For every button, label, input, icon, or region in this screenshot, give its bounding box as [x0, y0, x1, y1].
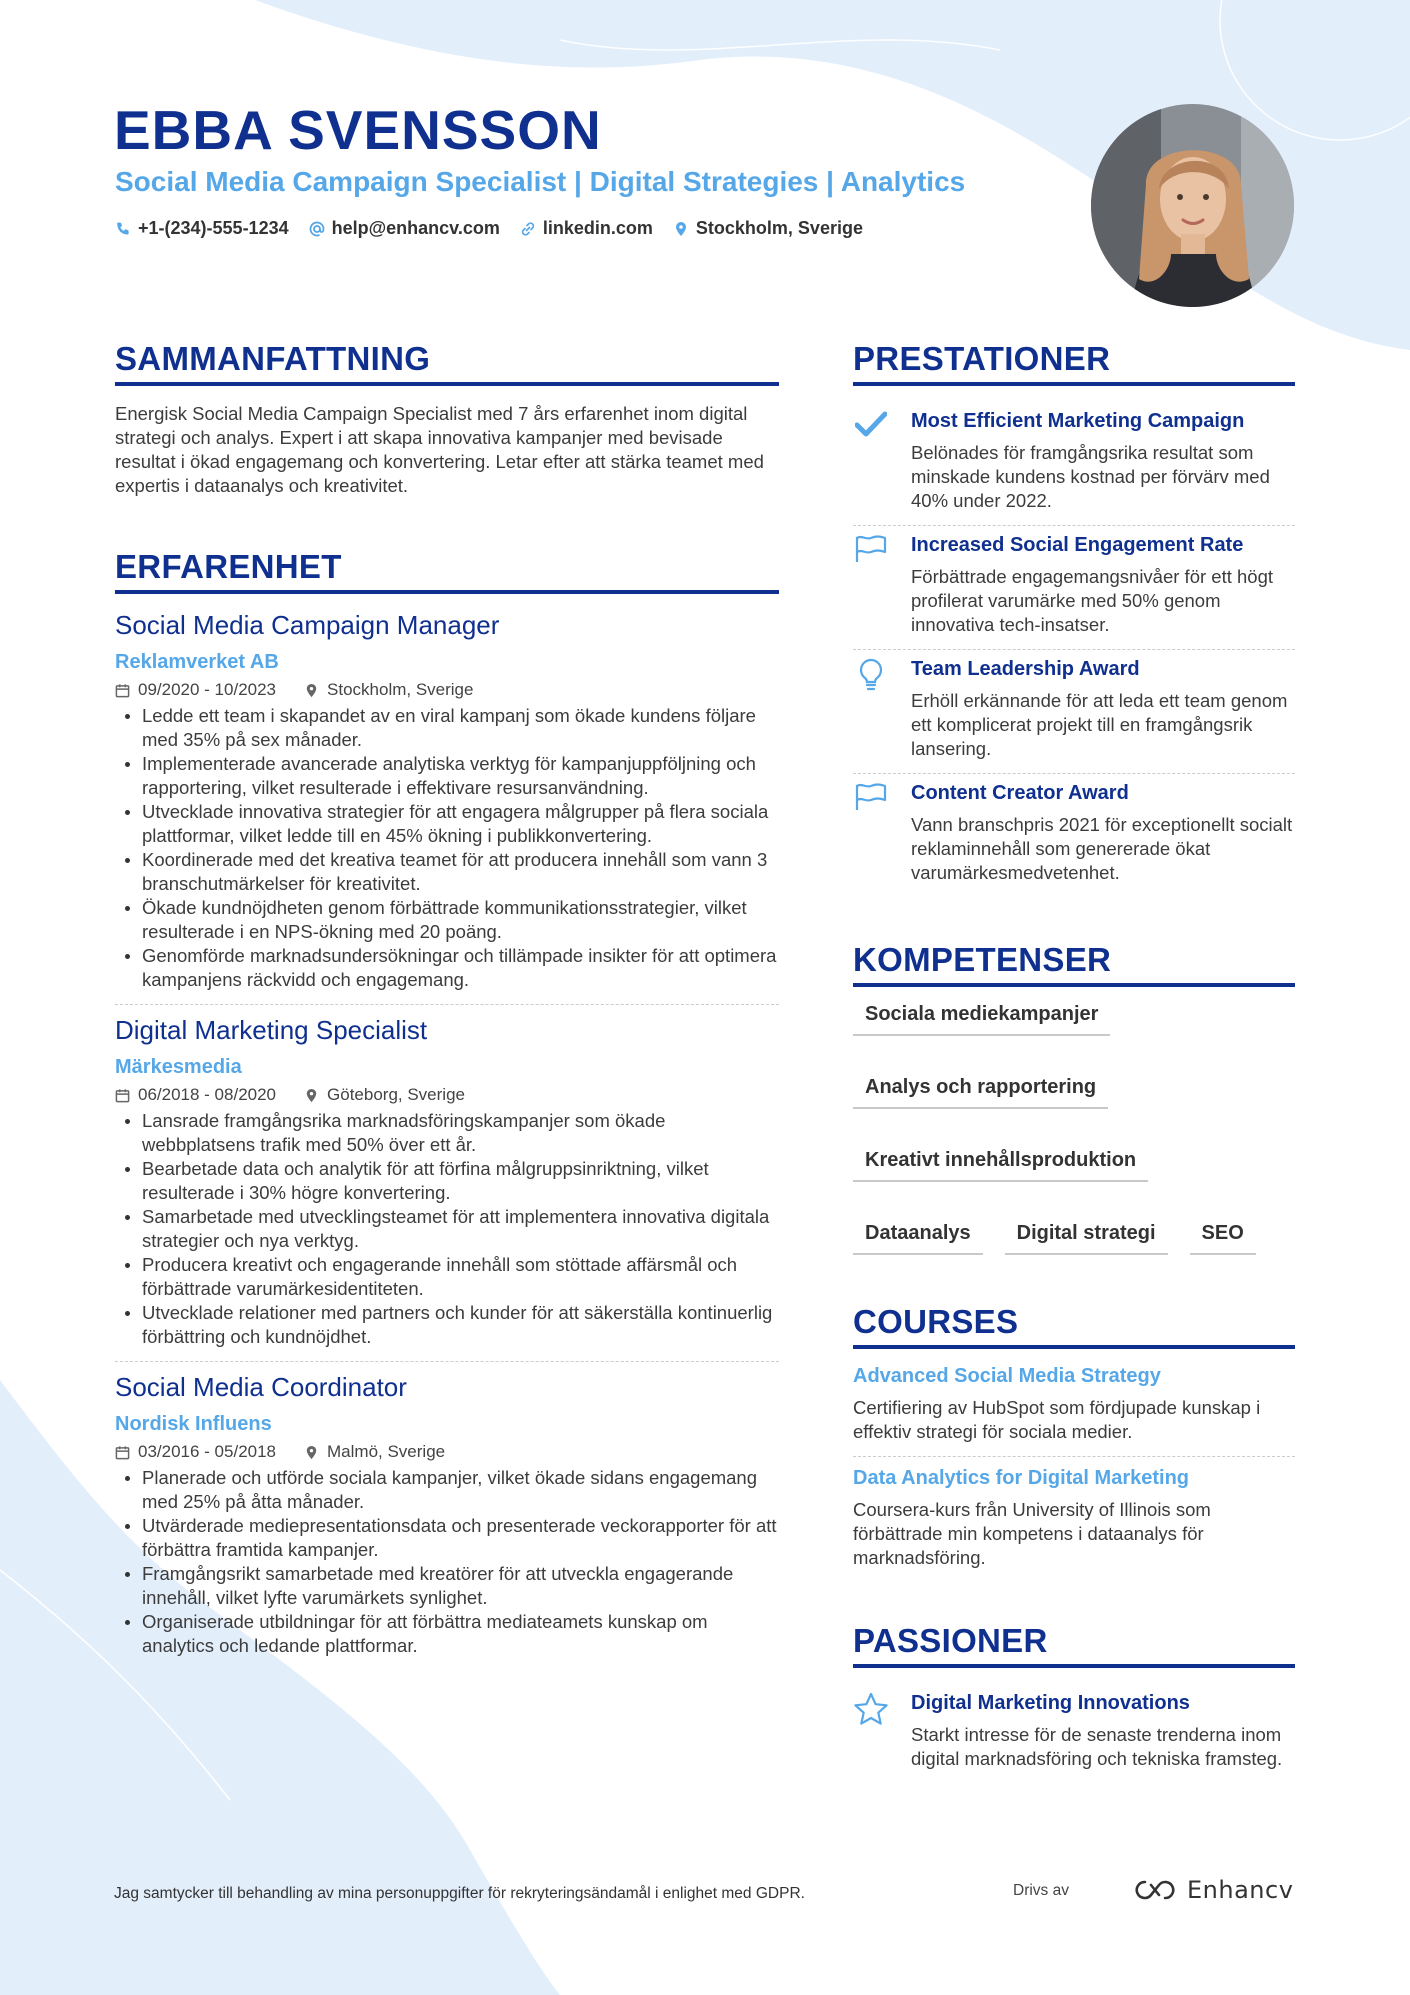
- achievement-title: Most Efficient Marketing Campaign: [911, 410, 1245, 432]
- bullet-item: Producera kreativt och engagerande innehåll som stöttade affärsmål och förbättrade varumärkesidentiteten.: [115, 1253, 779, 1301]
- experience-entry: [115, 1372, 779, 1670]
- company-name: Reklamverket AB: [115, 651, 279, 673]
- passion-title: Digital Marketing Innovations: [911, 1692, 1190, 1714]
- contact-linkedin[interactable]: linkedin.com: [520, 218, 653, 239]
- achievement-item: [853, 774, 1295, 897]
- job-title: Social Media Campaign Manager: [115, 610, 500, 640]
- achievement-desc: Vann branschpris 2021 för exceptionellt socialt reklaminnehåll som genererade ökat varumärkesmedvetenhet.: [911, 814, 1293, 883]
- job-meta: [115, 680, 779, 700]
- achievement-item: [853, 650, 1295, 774]
- star-icon: [853, 1692, 889, 1726]
- calendar-icon: [115, 1088, 130, 1103]
- course-item: [853, 1467, 1295, 1582]
- bullet-item: Utvecklade innovativa strategier för att engagera målgrupper på flera sociala plattformar, vilket ledde till en 45% ökning i publikkonvertering.: [115, 800, 779, 848]
- bullet-item: Ökade kundnöjdheten genom förbättrade kommunikationsstrategier, vilket resulterade i en NPS-ökning med 20 poäng.: [115, 896, 779, 944]
- course-desc: Certifiering av HubSpot som fördjupade kunskap i effektiv strategi för sociala medier.: [853, 1397, 1261, 1442]
- achievements-list: [853, 402, 1295, 897]
- bullet-item: Implementerade avancerade analytiska verktyg för kampanjuppföljning och rapportering, vilket resulterade i effektivare resursanvändning.: [115, 752, 779, 800]
- job-dates: 03/2016 - 05/2018: [138, 1442, 277, 1461]
- gdpr-consent: Jag samtycker till behandling av mina personuppgifter för rekryteringsändamål i enlighet med GDPR.: [114, 1885, 805, 1902]
- location-pin-icon: [304, 1445, 319, 1460]
- company-name: Märkesmedia: [115, 1056, 242, 1078]
- contact-phone[interactable]: +1-(234)-555-1234: [115, 218, 289, 239]
- bullet-item: Koordinerade med det kreativa teamet för att producera innehåll som vann 3 branschutmärkelser för kreativitet.: [115, 848, 779, 896]
- company-name: Nordisk Influens: [115, 1413, 272, 1435]
- achievement-desc: Erhöll erkännande för att leda ett team genom ett komplicerat projekt till en framgångsrik lansering.: [911, 690, 1288, 759]
- enhancv-brand-text: Enhancv: [1187, 1876, 1294, 1904]
- at-icon: [309, 221, 325, 237]
- location-pin-icon: [304, 1088, 319, 1103]
- enhancv-logo-icon: [1131, 1878, 1177, 1902]
- calendar-icon: [115, 1445, 130, 1460]
- job-bullets: [115, 704, 779, 992]
- achievement-title: Team Leadership Award: [911, 658, 1140, 680]
- summary-text: Energisk Social Media Campaign Specialist med 7 års erfarenhet inom digital strategi och analys. Expert i att skapa innovativa kampanjer med bevisade resultat i ökad engagemang och konvertering. Letar efter att stärka teamet med expertis i dataanalys och kreativitet.: [115, 403, 764, 496]
- location-pin-icon: [304, 683, 319, 698]
- skill-tag: Dataanalys: [853, 1222, 983, 1255]
- passions-heading: PASSIONER: [853, 1622, 1295, 1668]
- bullet-item: Utvecklade relationer med partners och kunder för att säkerställa kontinuerlig förbättring och kundnöjdhet.: [115, 1301, 779, 1349]
- skill-tag: Analys och rapportering: [853, 1076, 1108, 1109]
- course-title: Advanced Social Media Strategy: [853, 1365, 1161, 1387]
- job-meta: [115, 1085, 779, 1105]
- bullet-item: Genomförde marknadsundersökningar och tillämpade insikter för att optimera kampanjens räckvidd och engagemang.: [115, 944, 779, 992]
- experience-entry: [115, 1015, 779, 1362]
- courses-list: [853, 1365, 1295, 1582]
- achievement-desc: Belönades för framgångsrika resultat som minskade kundens kostnad per förvärv med 40% under 2022.: [911, 442, 1270, 511]
- checkmark-icon: [855, 410, 887, 438]
- lightbulb-icon: [858, 658, 884, 692]
- candidate-name: EBBA SVENSSON: [114, 99, 602, 161]
- achievement-item: [853, 402, 1295, 526]
- course-item: [853, 1365, 1295, 1457]
- skill-tag: Digital strategi: [1005, 1222, 1168, 1255]
- job-bullets: [115, 1109, 779, 1349]
- skill-tag: SEO: [1190, 1222, 1256, 1255]
- powered-by-label: Drivs av: [1013, 1882, 1069, 1899]
- job-location: Malmö, Sverige: [327, 1442, 446, 1461]
- achievement-desc: Förbättrade engagemangsnivåer för ett högt profilerat varumärke med 50% genom innovativa tech-insatser.: [911, 566, 1274, 635]
- skill-tag: Kreativt innehållsproduktion: [853, 1149, 1148, 1182]
- job-location: Stockholm, Sverige: [327, 680, 474, 699]
- bullet-item: Samarbetade med utvecklingsteamet för att implementera innovativa digitala strategier och nya verktyg.: [115, 1205, 779, 1253]
- contact-location: Stockholm, Sverige: [673, 218, 863, 239]
- achievement-title: Content Creator Award: [911, 782, 1129, 804]
- contact-bar: [115, 218, 863, 239]
- right-column: [853, 340, 1295, 1783]
- experience-entry: [115, 610, 779, 1005]
- courses-heading: COURSES: [853, 1303, 1295, 1349]
- job-dates: 06/2018 - 08/2020: [138, 1085, 277, 1104]
- left-column: [115, 340, 779, 1680]
- link-icon: [520, 221, 536, 237]
- job-title: Social Media Coordinator: [115, 1372, 407, 1402]
- skills-heading: KOMPETENSER: [853, 941, 1295, 987]
- passion-desc: Starkt intresse för de senaste trenderna inom digital marknadsföring och tekniska framsteg.: [911, 1724, 1283, 1769]
- flag-icon: [853, 782, 889, 812]
- skill-tag: Sociala mediekampanjer: [853, 1003, 1110, 1036]
- job-location: Göteborg, Sverige: [327, 1085, 465, 1104]
- bullet-item: Ledde ett team i skapandet av en viral kampanj som ökade kundens följare med 35% på sex månader.: [115, 704, 779, 752]
- calendar-icon: [115, 683, 130, 698]
- phone-icon: [115, 221, 131, 237]
- job-dates: 09/2020 - 10/2023: [138, 680, 277, 699]
- achievement-title: Increased Social Engagement Rate: [911, 534, 1244, 556]
- bullet-item: Organiserade utbildningar för att förbättra mediateamets kunskap om analytics och ledande plattformar.: [115, 1610, 779, 1658]
- candidate-tagline: Social Media Campaign Specialist | Digital Strategies | Analytics: [115, 166, 966, 197]
- course-title: Data Analytics for Digital Marketing: [853, 1467, 1189, 1489]
- bullet-item: Bearbetade data och analytik för att förfina målgruppsinriktning, vilket resulterade i 30% högre konvertering.: [115, 1157, 779, 1205]
- job-title: Digital Marketing Specialist: [115, 1015, 428, 1045]
- location-pin-icon: [673, 221, 689, 237]
- enhancv-logo[interactable]: [1131, 1876, 1293, 1904]
- bullet-item: Utvärderade mediepresentationsdata och presenterade veckorapporter för att förbättra framtida kampanjer.: [115, 1514, 779, 1562]
- passion-item: [853, 1684, 1295, 1783]
- experience-heading: ERFARENHET: [115, 548, 779, 594]
- achievements-heading: PRESTATIONER: [853, 340, 1295, 386]
- profile-photo: [1091, 104, 1294, 307]
- course-desc: Coursera-kurs från University of Illinois som förbättrade min kompetens i dataanalys för marknadsföring.: [853, 1499, 1211, 1568]
- bullet-item: Planerade och utförde sociala kampanjer, vilket ökade sidans engagemang med 25% på åtta månader.: [115, 1466, 779, 1514]
- contact-email[interactable]: help@enhancv.com: [309, 218, 500, 239]
- bullet-item: Framgångsrikt samarbetade med kreatörer för att utveckla engagerande innehåll, vilket lyfte varumärkets synlighet.: [115, 1562, 779, 1610]
- summary-heading: SAMMANFATTNING: [115, 340, 779, 386]
- bullet-item: Lansrade framgångsrika marknadsföringskampanjer som ökade webbplatsens trafik med 50% över ett år.: [115, 1109, 779, 1157]
- job-bullets: [115, 1466, 779, 1658]
- skills-list: [853, 1003, 1295, 1255]
- flag-icon: [853, 534, 889, 564]
- achievement-item: [853, 526, 1295, 650]
- job-meta: [115, 1442, 779, 1462]
